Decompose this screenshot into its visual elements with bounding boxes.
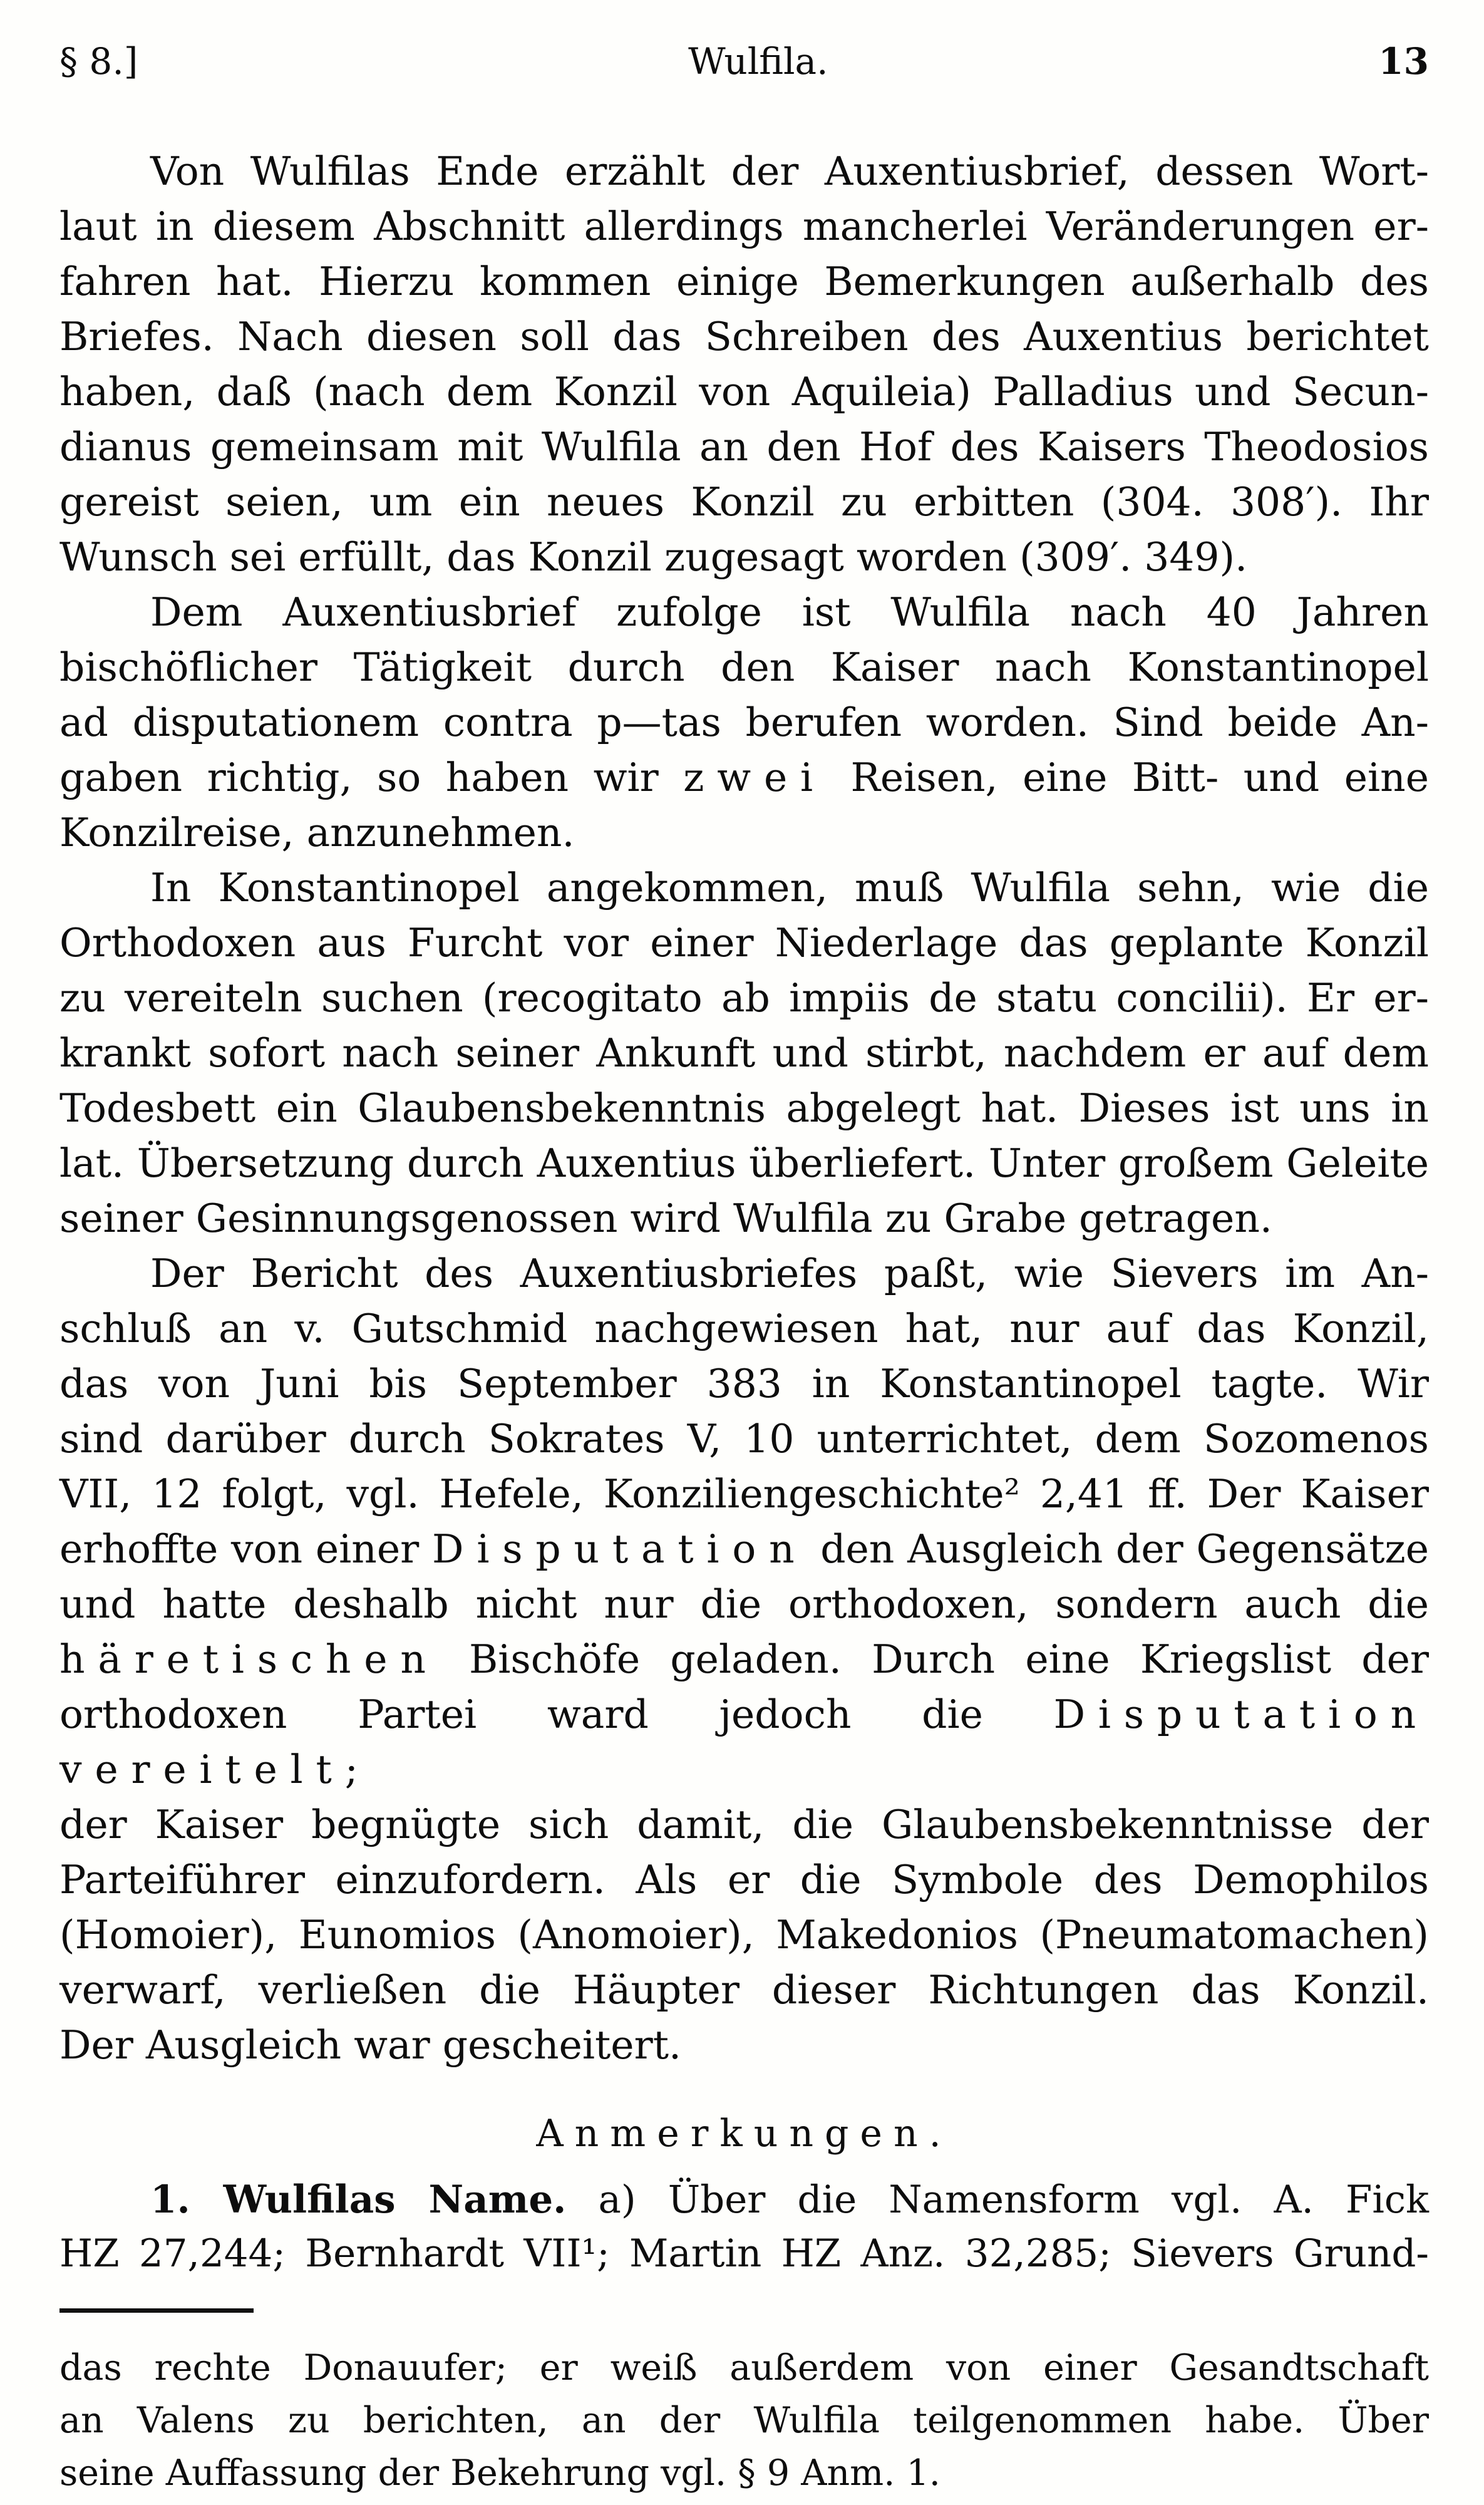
text-line xyxy=(59,1632,1429,1687)
text-line xyxy=(59,805,1429,860)
text-line xyxy=(59,1687,1429,1797)
text-line xyxy=(59,2394,1429,2447)
text-line xyxy=(59,199,1429,254)
text-segment: Bischöfe geladen. Durch eine Kriegslist der xyxy=(438,1636,1429,1682)
text-line xyxy=(59,420,1429,475)
footnote-section xyxy=(59,2342,1429,2499)
text-segment: In Konstantinopel angekommen, muß Wulfila sehn, wie die xyxy=(150,865,1429,911)
text-line xyxy=(59,1797,1429,1852)
text-line xyxy=(59,1467,1429,1522)
text-segment: und hatte deshalb nicht nur die orthodoxen, sondern auch die xyxy=(59,1581,1429,1627)
text-segment: krankt sofort nach seiner Ankunft und stirbt, nachdem er auf dem xyxy=(59,1030,1429,1076)
text-line xyxy=(59,2447,1429,2499)
text-segment: fahren hat. Hierzu kommen einige Bemerkungen außerhalb des xyxy=(59,259,1429,304)
text-line xyxy=(59,1301,1429,1356)
text-segment: lat. Übersetzung durch Auxentius überliefert. Unter großem Geleite xyxy=(59,1140,1429,1186)
text-line xyxy=(59,1522,1429,1577)
text-segment: laut in diesem Abschnitt allerdings mancherlei Veränderungen er- xyxy=(59,204,1429,249)
text-segment: der Kaiser begnügte sich damit, die Glaubensbekenntnisse der xyxy=(59,1802,1429,1847)
paragraph xyxy=(59,585,1429,860)
text-segment: sind darüber durch Sokrates V, 10 unterrichtet, dem Sozomenos xyxy=(59,1416,1429,1462)
text-segment: den Ausgleich der Gegensätze xyxy=(807,1526,1430,1572)
text-segment: seine Auffassung der Bekehrung vgl. § 9 Anm. 1. xyxy=(59,2452,940,2494)
paragraph xyxy=(59,1246,1429,2073)
main-text-block xyxy=(59,144,1429,2073)
page-number: 13 xyxy=(1378,40,1429,83)
text-line xyxy=(59,530,1429,585)
text-segment: vereitelt xyxy=(59,1747,345,1792)
text-segment: Konzilreise, anzunehmen. xyxy=(59,810,575,855)
text-line xyxy=(59,2227,1429,2281)
text-segment: (Homoier), Eunomios (Anomoier), Makedonios (Pneumatomachen) xyxy=(59,1912,1429,1958)
text-line xyxy=(59,1852,1429,1908)
text-line xyxy=(59,309,1429,364)
text-line xyxy=(59,475,1429,530)
text-segment: Wunsch sei erfüllt, das Konzil zugesagt worden (309′. 349). xyxy=(59,534,1248,580)
text-line xyxy=(59,1026,1429,1081)
text-line xyxy=(59,1191,1429,1246)
text-segment: Der Bericht des Auxentiusbriefes paßt, wie Sievers im An- xyxy=(150,1251,1429,1296)
text-segment: Disputation xyxy=(432,1526,808,1572)
text-segment: gereist seien, um ein neues Konzil zu erbitten (304. 308′). Ihr xyxy=(59,479,1429,525)
paragraph xyxy=(59,2342,1429,2499)
text-line xyxy=(59,860,1429,916)
text-segment: seiner Gesinnungsgenossen wird Wulfila zu Grabe getragen. xyxy=(59,1196,1272,1241)
paragraph xyxy=(59,2173,1429,2281)
text-segment: Disputation xyxy=(1053,1692,1429,1737)
text-segment: Von Wulfilas Ende erzählt der Auxentiusbrief, dessen Wort- xyxy=(150,148,1429,194)
text-segment: an Valens zu berichten, an der Wulfila teilgenommen habe. Über xyxy=(59,2400,1429,2441)
text-line xyxy=(59,1246,1429,1301)
text-line xyxy=(59,1908,1429,1963)
page-header xyxy=(59,39,1429,84)
text-segment: dianus gemeinsam mit Wulfila an den Hof des Kaisers Theodosios xyxy=(59,424,1429,470)
text-line xyxy=(59,971,1429,1026)
text-segment: bischöflicher Tätigkeit durch den Kaiser nach Konstantinopel xyxy=(59,644,1429,690)
text-segment: ). Er er- xyxy=(1260,975,1429,1021)
text-line xyxy=(59,364,1429,420)
text-segment: Orthodoxen aus Furcht vor einer Niederlage das geplante Konzil xyxy=(59,920,1429,966)
text-segment: Reisen, eine Bitt- und eine xyxy=(826,755,1429,800)
running-title: Wulfila. xyxy=(688,40,828,83)
text-segment: das von Juni bis September 383 in Konstantinopel tagte. Wir xyxy=(59,1361,1429,1407)
paragraph xyxy=(59,860,1429,1246)
text-segment: Briefes. Nach diesen soll das Schreiben des Auxentius berichtet xyxy=(59,314,1429,359)
text-line xyxy=(59,750,1429,805)
text-line xyxy=(59,695,1429,750)
text-segment: ; xyxy=(344,1747,358,1792)
text-segment: schluß an v. Gutschmid nachgewiesen hat, nur auf das Konzil, xyxy=(59,1306,1429,1351)
text-segment: berufen worden. Sind beide An- xyxy=(721,700,1429,745)
text-line xyxy=(59,2173,1429,2227)
section-mark: § 8.] xyxy=(59,40,138,83)
text-line xyxy=(59,144,1429,199)
text-line xyxy=(59,585,1429,640)
footnote-separator xyxy=(59,2308,254,2313)
text-segment: häretischen xyxy=(59,1636,439,1682)
text-segment: ad disputationem contra p—tas xyxy=(59,700,721,745)
text-segment: gaben richtig, so haben wir xyxy=(59,755,684,800)
text-line xyxy=(59,916,1429,971)
text-line xyxy=(59,254,1429,309)
text-segment: Der Ausgleich war gescheitert. xyxy=(59,2022,682,2068)
notes-section xyxy=(59,2173,1429,2281)
text-line xyxy=(59,1412,1429,1467)
text-segment: orthodoxen Partei ward jedoch die xyxy=(59,1692,1054,1737)
text-line xyxy=(59,1963,1429,2018)
text-segment: a) Über die Namensform vgl. A. Fick xyxy=(566,2177,1429,2222)
text-segment: recogitato ab impiis de statu concilii xyxy=(497,975,1260,1021)
text-segment: Dem Auxentiusbrief zufolge ist Wulfila nach 40 Jahren xyxy=(150,589,1429,635)
text-line xyxy=(59,1356,1429,1412)
text-line xyxy=(59,640,1429,695)
text-line xyxy=(59,1577,1429,1632)
text-segment: haben, daß (nach dem Konzil von Aquileia) Palladius und Secun- xyxy=(59,369,1429,415)
text-segment: HZ 27,244; Bernhardt VII¹; Martin HZ Anz. 32,285; Sievers Grund- xyxy=(59,2231,1429,2276)
text-line xyxy=(59,2342,1429,2394)
text-segment: erhoffte von einer xyxy=(59,1526,433,1572)
text-segment: verwarf, verließen die Häupter dieser Richtungen das Konzil. xyxy=(59,1967,1429,2013)
text-segment: zwei xyxy=(683,755,826,800)
text-segment: Todesbett ein Glaubensbekenntnis abgelegt hat. Dieses ist uns in xyxy=(59,1085,1429,1131)
text-line xyxy=(59,1081,1429,1136)
paragraph xyxy=(59,144,1429,585)
text-segment: das rechte Donauufer; er weiß außerdem von einer Gesandtschaft xyxy=(59,2347,1429,2389)
text-line xyxy=(59,1136,1429,1191)
text-segment: Parteiführer einzufordern. Als er die Symbole des Demophilos xyxy=(59,1857,1429,1903)
text-segment: zu vereiteln suchen ( xyxy=(59,975,498,1021)
notes-heading: Anmerkungen. xyxy=(536,2112,952,2156)
text-line xyxy=(59,2018,1429,2073)
text-segment: VII, 12 folgt, vgl. Hefele, Konziliengeschichte² 2,41 ff. Der Kaiser xyxy=(59,1471,1429,1517)
text-segment: 1. Wulfilas Name. xyxy=(150,2177,567,2222)
